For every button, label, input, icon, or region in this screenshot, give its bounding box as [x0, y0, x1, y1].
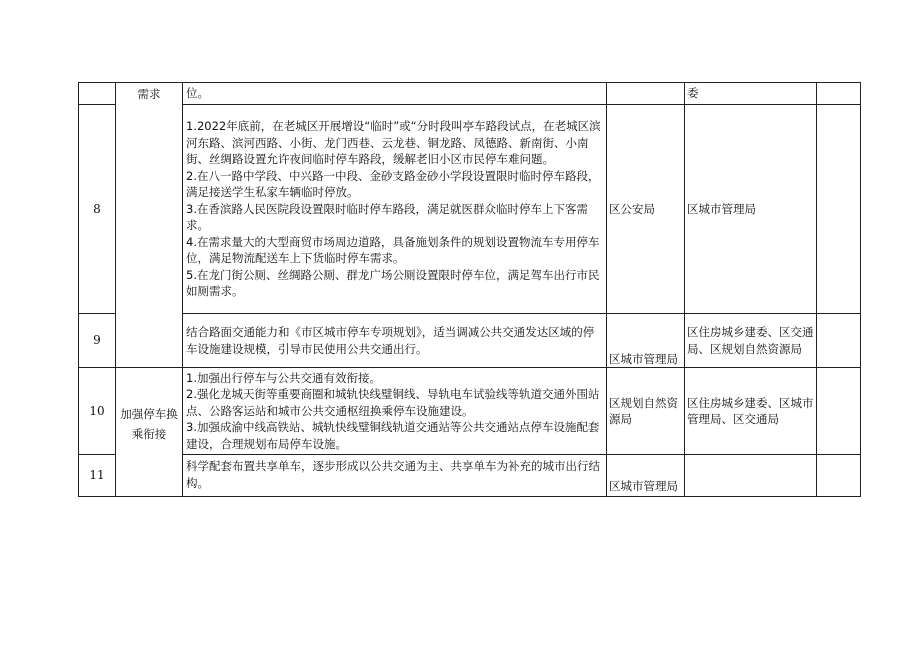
- lead-unit-cell: 区城市管理局: [607, 455, 685, 497]
- lead-unit-cell: 区城市管理局: [607, 314, 685, 368]
- partner-unit-cell: 区城市管理局: [685, 105, 817, 314]
- row-number-cell: 9: [79, 314, 116, 368]
- partner-unit-cell: 区住房城乡建委、区城市管理局、区交通局: [685, 368, 817, 455]
- table-row: [79, 105, 861, 314]
- table-row: [79, 83, 861, 105]
- measure-item: 4.在需求量大的大型商贸市场周边道路，具备施划条件的规划设置物流车专用停车位，满足物流配送车上下货临时停车需求。: [186, 234, 600, 266]
- remark-cell: [817, 455, 861, 497]
- table-row: [79, 314, 861, 368]
- remark-cell: [817, 83, 861, 105]
- measures-table: [78, 82, 861, 497]
- measure-item: 2.强化龙城天街等重要商圈和城轨快线璧铜线、导轨电车试验线等轨道交通外围站点、公路客运站和城市公共交通枢纽换乘停车设施建设。: [186, 387, 600, 418]
- measure-item: 3.加强成渝中线高铁站、城轨快线璧铜线轨道交通站等公共交通站点停车设施配套建设，合理规划布局停车设施。: [186, 420, 600, 451]
- row-number-cell: 10: [79, 368, 116, 455]
- remark-cell: [817, 368, 861, 455]
- row-number-cell: 8: [79, 105, 116, 314]
- partner-unit-cell: 委: [685, 83, 817, 105]
- row-number-cell: [79, 83, 116, 105]
- measure-item: 1.加强出行停车与公共交通有效衔接。: [186, 370, 381, 385]
- measure-content-cell: 科学配套布置共享单车，逐步形成以公共交通为主、共享单车为补充的城市出行结构。: [183, 455, 607, 497]
- partner-unit-cell: 区住房城乡建委、区交通局、区规划自然资源局: [685, 314, 817, 368]
- measure-item: 3.在香滨路人民医院段设置限时临时停车路段，满足就医群众临时停车上下客需求。: [186, 201, 588, 233]
- remark-cell: [817, 105, 861, 314]
- measure-content-cell: [183, 105, 607, 314]
- measure-item: 5.在龙门街公厕、丝绸路公厕、群龙广场公厕设置限时停车位，满足驾车出行市民如厕需求。: [186, 267, 600, 299]
- measure-content-cell: 位。: [183, 83, 607, 105]
- table-row: [79, 368, 861, 455]
- measure-content-cell: [183, 368, 607, 455]
- measure-item: 2.在八一路中学段、中兴路一中段、金砂支路金砂小学段设置限时临时停车路段，满足接送学生私家车辆临时停放。: [186, 168, 600, 200]
- table-row: [79, 455, 861, 497]
- lead-unit-cell: 区规划自然资源局: [607, 368, 685, 455]
- remark-cell: [817, 314, 861, 368]
- lead-unit-cell: [607, 83, 685, 105]
- measure-item: 1.2022年底前，在老城区开展增设“临时”或“分时段叫亭车路段试点，在老城区滨河东路、滨河西路、小街、龙门西巷、云龙巷、铜龙路、凤德路、新南街、小南街、丝绸路设置允许夜间临时停车路段，缓解老旧小区市民停车难问题。: [186, 119, 601, 167]
- partner-unit-cell: [685, 455, 817, 497]
- category-cell: 需求: [116, 83, 183, 368]
- category-cell: 加强停车换乘衔接: [116, 368, 183, 497]
- row-number-cell: 11: [79, 455, 116, 497]
- measure-content-cell: 结合路面交通能力和《市区城市停车专项规划》，适当调减公共交通发达区域的停车设施建设规模，引导市民使用公共交通出行。: [183, 314, 607, 368]
- lead-unit-cell: 区公安局: [607, 105, 685, 314]
